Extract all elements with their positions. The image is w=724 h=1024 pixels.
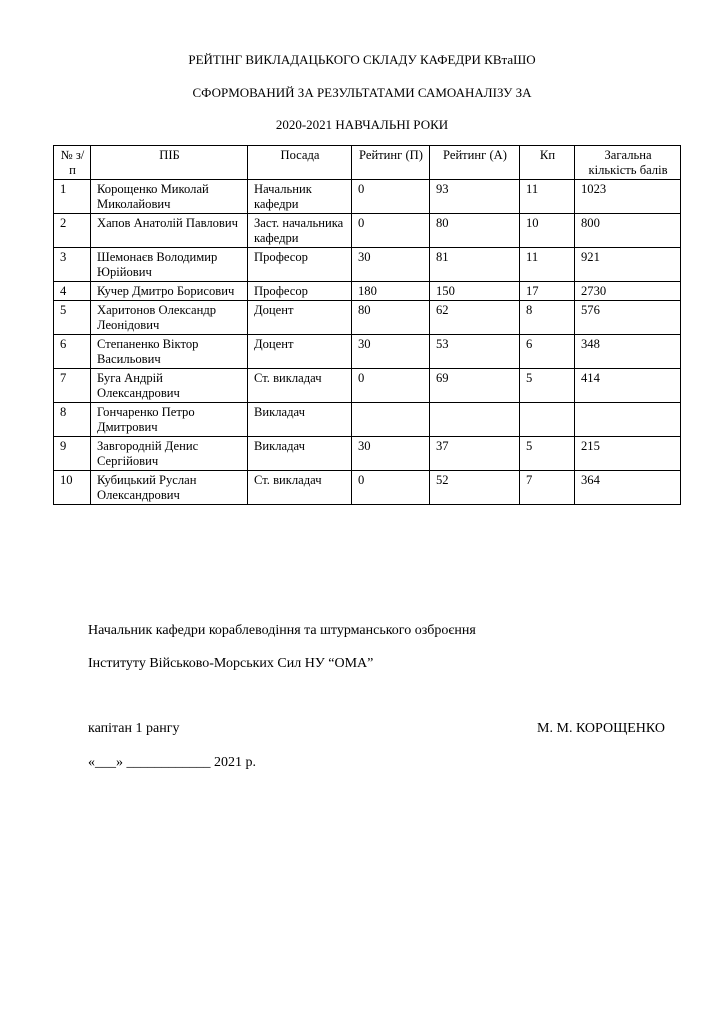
table-row bbox=[54, 369, 681, 403]
header-name: ПІБ bbox=[91, 146, 248, 180]
cell-num: 9 bbox=[54, 437, 91, 471]
cell-rating-p bbox=[352, 403, 430, 437]
cell-total: 921 bbox=[575, 248, 681, 282]
cell-name: Корощенко Миколай Миколайович bbox=[91, 180, 248, 214]
cell-position: Доцент bbox=[248, 335, 352, 369]
cell-kn: 11 bbox=[520, 180, 575, 214]
cell-position: Заст. начальника кафедри bbox=[248, 214, 352, 248]
cell-num: 4 bbox=[54, 282, 91, 301]
cell-kn bbox=[520, 403, 575, 437]
cell-total: 348 bbox=[575, 335, 681, 369]
cell-rating-p: 0 bbox=[352, 214, 430, 248]
cell-rating-a: 53 bbox=[430, 335, 520, 369]
cell-total: 1023 bbox=[575, 180, 681, 214]
cell-num: 3 bbox=[54, 248, 91, 282]
cell-kn: 17 bbox=[520, 282, 575, 301]
cell-kn: 5 bbox=[520, 437, 575, 471]
table-row bbox=[54, 471, 681, 505]
cell-rating-a: 150 bbox=[430, 282, 520, 301]
cell-num: 7 bbox=[54, 369, 91, 403]
cell-num: 10 bbox=[54, 471, 91, 505]
table-header-row bbox=[54, 146, 681, 180]
cell-rating-a: 62 bbox=[430, 301, 520, 335]
cell-position: Начальник кафедри bbox=[248, 180, 352, 214]
header-num: № з/п bbox=[54, 146, 91, 180]
header-position: Посада bbox=[248, 146, 352, 180]
cell-position: Професор bbox=[248, 248, 352, 282]
signature-date-line: «___» ____________ 2021 р. bbox=[88, 755, 256, 770]
cell-name: Шемонаєв Володимир Юрійович bbox=[91, 248, 248, 282]
signature-position-line-2: Інституту Військово-Морських Сил НУ “ОМА” bbox=[88, 656, 374, 671]
cell-position: Викладач bbox=[248, 437, 352, 471]
cell-rating-a: 69 bbox=[430, 369, 520, 403]
cell-position: Ст. викладач bbox=[248, 471, 352, 505]
cell-rating-a: 52 bbox=[430, 471, 520, 505]
cell-total: 2730 bbox=[575, 282, 681, 301]
table-row bbox=[54, 437, 681, 471]
cell-rating-a bbox=[430, 403, 520, 437]
rating-table bbox=[53, 145, 681, 505]
cell-name: Кучер Дмитро Борисович bbox=[91, 282, 248, 301]
cell-position: Професор bbox=[248, 282, 352, 301]
header-total: Загальна кількість балів bbox=[575, 146, 681, 180]
cell-name: Буга Андрій Олександрович bbox=[91, 369, 248, 403]
cell-rating-a: 80 bbox=[430, 214, 520, 248]
cell-position: Доцент bbox=[248, 301, 352, 335]
table-row bbox=[54, 282, 681, 301]
cell-position: Ст. викладач bbox=[248, 369, 352, 403]
cell-num: 1 bbox=[54, 180, 91, 214]
cell-num: 5 bbox=[54, 301, 91, 335]
cell-kn: 10 bbox=[520, 214, 575, 248]
cell-name: Гончаренко Петро Дмитрович bbox=[91, 403, 248, 437]
cell-total bbox=[575, 403, 681, 437]
signature-rank: капітан 1 рангу bbox=[88, 721, 180, 736]
cell-total: 414 bbox=[575, 369, 681, 403]
cell-rating-p: 0 bbox=[352, 369, 430, 403]
table-row bbox=[54, 301, 681, 335]
cell-rating-a: 37 bbox=[430, 437, 520, 471]
cell-name: Харитонов Олександр Леонідович bbox=[91, 301, 248, 335]
cell-rating-p: 80 bbox=[352, 301, 430, 335]
table-row bbox=[54, 335, 681, 369]
cell-rating-p: 30 bbox=[352, 437, 430, 471]
cell-kn: 7 bbox=[520, 471, 575, 505]
cell-total: 800 bbox=[575, 214, 681, 248]
table-row bbox=[54, 403, 681, 437]
cell-total: 364 bbox=[575, 471, 681, 505]
document-title-line-2: СФОРМОВАНИЙ ЗА РЕЗУЛЬТАТАМИ САМОАНАЛІЗУ ЗА bbox=[192, 85, 532, 100]
cell-name: Завгородній Денис Сергійович bbox=[91, 437, 248, 471]
header-rating-p: Рейтинг (П) bbox=[352, 146, 430, 180]
header-kn: Кп bbox=[520, 146, 575, 180]
cell-rating-p: 30 bbox=[352, 248, 430, 282]
cell-rating-p: 0 bbox=[352, 180, 430, 214]
cell-rating-p: 180 bbox=[352, 282, 430, 301]
cell-total: 215 bbox=[575, 437, 681, 471]
cell-rating-a: 81 bbox=[430, 248, 520, 282]
cell-kn: 6 bbox=[520, 335, 575, 369]
table-row bbox=[54, 180, 681, 214]
cell-rating-p: 30 bbox=[352, 335, 430, 369]
cell-name: Кубицький Руслан Олександрович bbox=[91, 471, 248, 505]
cell-kn: 8 bbox=[520, 301, 575, 335]
header-rating-a: Рейтинг (А) bbox=[430, 146, 520, 180]
document-title-line-1: РЕЙТІНГ ВИКЛАДАЦЬКОГО СКЛАДУ КАФЕДРИ КВтаШО bbox=[188, 52, 536, 67]
cell-num: 8 bbox=[54, 403, 91, 437]
cell-total: 576 bbox=[575, 301, 681, 335]
signature-signer-name: М. М. КОРОЩЕНКО bbox=[537, 721, 665, 736]
cell-position: Викладач bbox=[248, 403, 352, 437]
cell-num: 6 bbox=[54, 335, 91, 369]
cell-name: Степаненко Віктор Васильович bbox=[91, 335, 248, 369]
cell-name: Хапов Анатолій Павлович bbox=[91, 214, 248, 248]
cell-rating-p: 0 bbox=[352, 471, 430, 505]
table-row bbox=[54, 214, 681, 248]
cell-kn: 5 bbox=[520, 369, 575, 403]
signature-position-line-1: Начальник кафедри кораблеводіння та штурманського озброєння bbox=[88, 623, 476, 638]
cell-kn: 11 bbox=[520, 248, 575, 282]
cell-rating-a: 93 bbox=[430, 180, 520, 214]
document-title-line-3: 2020-2021 НАВЧАЛЬНІ РОКИ bbox=[275, 117, 449, 132]
cell-num: 2 bbox=[54, 214, 91, 248]
table-row bbox=[54, 248, 681, 282]
